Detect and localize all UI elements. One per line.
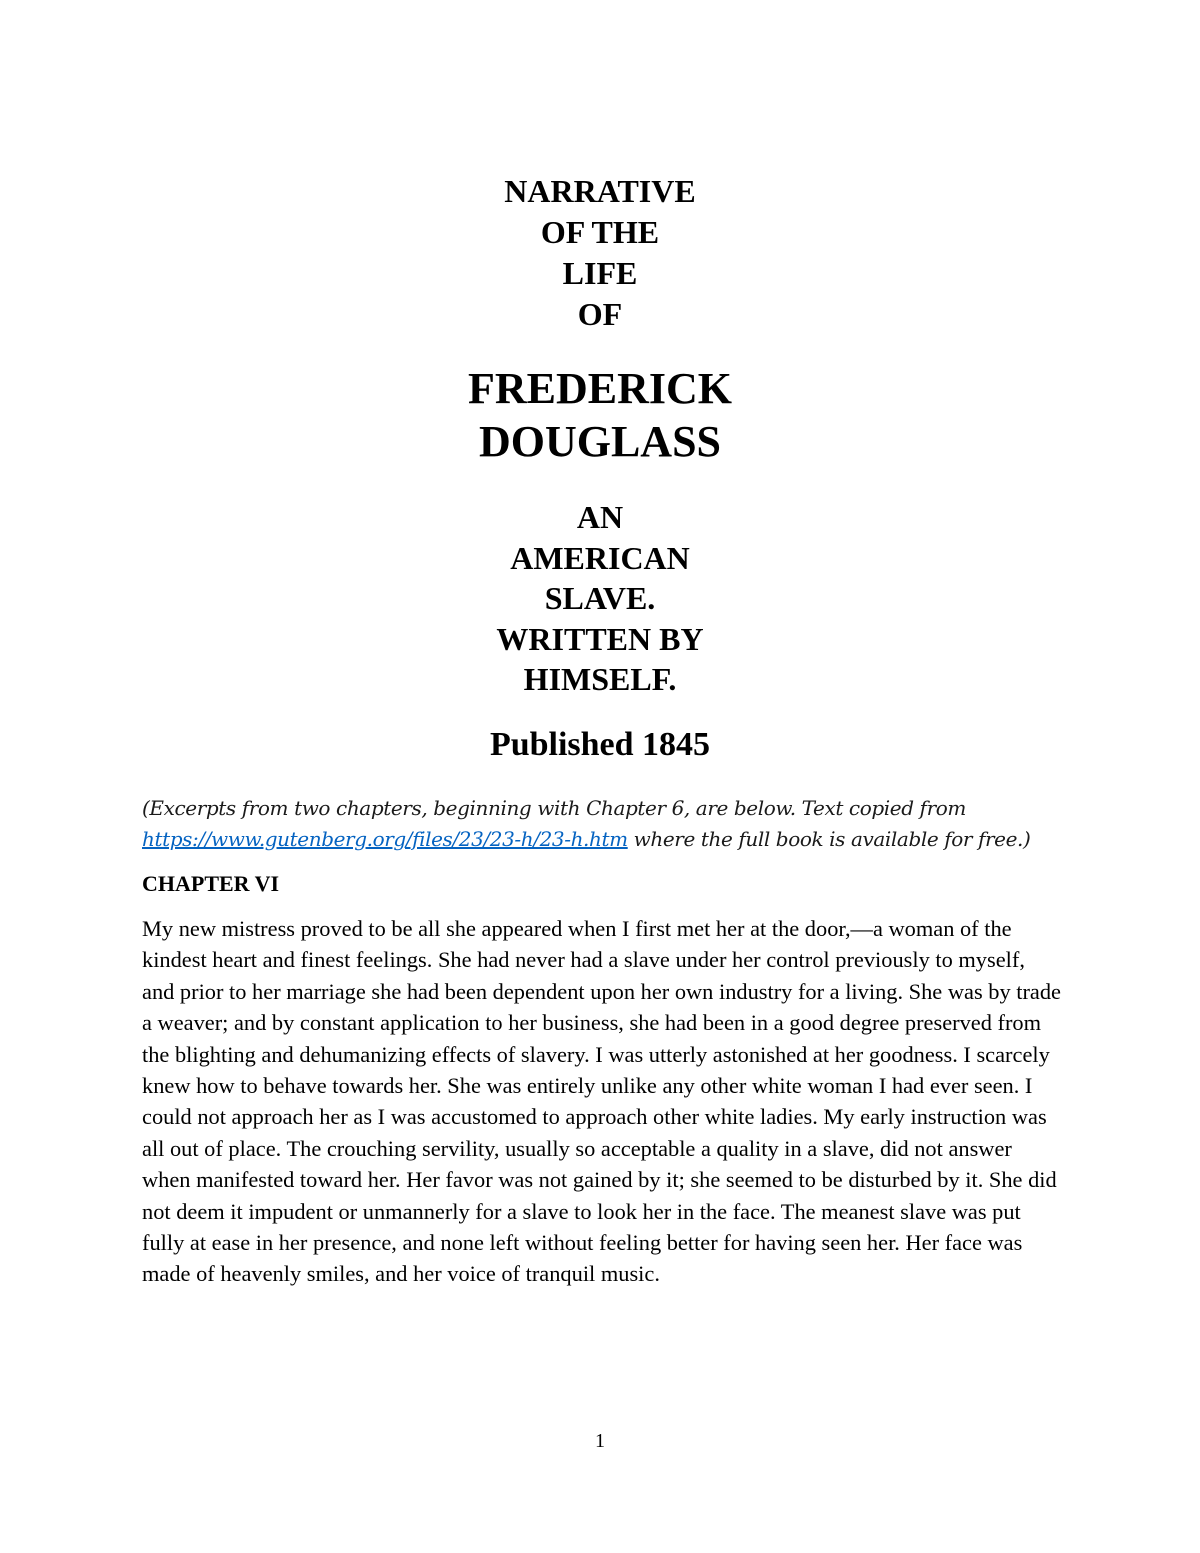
title-heading-top <box>0 171 1200 335</box>
page-number: 1 <box>595 1430 605 1452</box>
subtitle-heading <box>0 497 1200 700</box>
subtitle-line: AN <box>576 499 624 535</box>
author-name-line: DOUGLASS <box>478 417 722 466</box>
title-line: LIFE <box>562 255 638 291</box>
author-name-heading <box>0 362 1200 468</box>
title-line: OF THE <box>540 214 660 250</box>
title-line: NARRATIVE <box>504 173 696 209</box>
gutenberg-link[interactable]: https://www.gutenberg.org/files/23/23-h/23-h.htm <box>142 827 628 851</box>
chapter-heading: CHAPTER VI <box>142 871 280 896</box>
subtitle-line: AMERICAN <box>510 539 690 576</box>
subtitle-line: SLAVE. <box>544 580 656 616</box>
source-note-prefix: (Excerpts from two chapters, beginning with Chapter 6, are below. Text copied from <box>142 796 966 820</box>
published-date: Published 1845 <box>489 726 711 763</box>
subtitle-line: HIMSELF. <box>523 661 677 697</box>
author-name-line: FREDERICK <box>467 364 733 413</box>
source-note-suffix: where the full book is available for free.) <box>627 827 1031 851</box>
title-line: OF <box>577 296 623 332</box>
source-note <box>142 793 1072 855</box>
subtitle-line: WRITTEN BY <box>496 620 704 657</box>
chapter-paragraph: My new mistress proved to be all she appeared when I first met her at the door,—a woman of the kindest heart and finest feelings. She had never had a slave under her control previously to myself, and prior to her marriage she had been dependent upon her own industry for a living. She was by trade a weaver; and by constant application to her business, she had been in a good degree preserved from the blighting and dehumanizing effects of slavery. I was utterly astonished at her goodness. I scarcely knew how to behave towards her. She was entirely unlike any other white woman I had ever seen. I could not approach her as I was accustomed to approach other white ladies. My early instruction was all out of place. The crouching servility, usually so acceptable a quality in a slave, did not answer when manifested toward her. Her favor was not gained by it; she seemed to be disturbed by it. She did not deem it impudent or unmannerly for a slave to look her in the face. The meanest slave was put fully at ease in her presence, and none left without feeling better for having seen her. Her face was made of heavenly smiles, and her voice of tranquil music. <box>142 916 1061 1287</box>
